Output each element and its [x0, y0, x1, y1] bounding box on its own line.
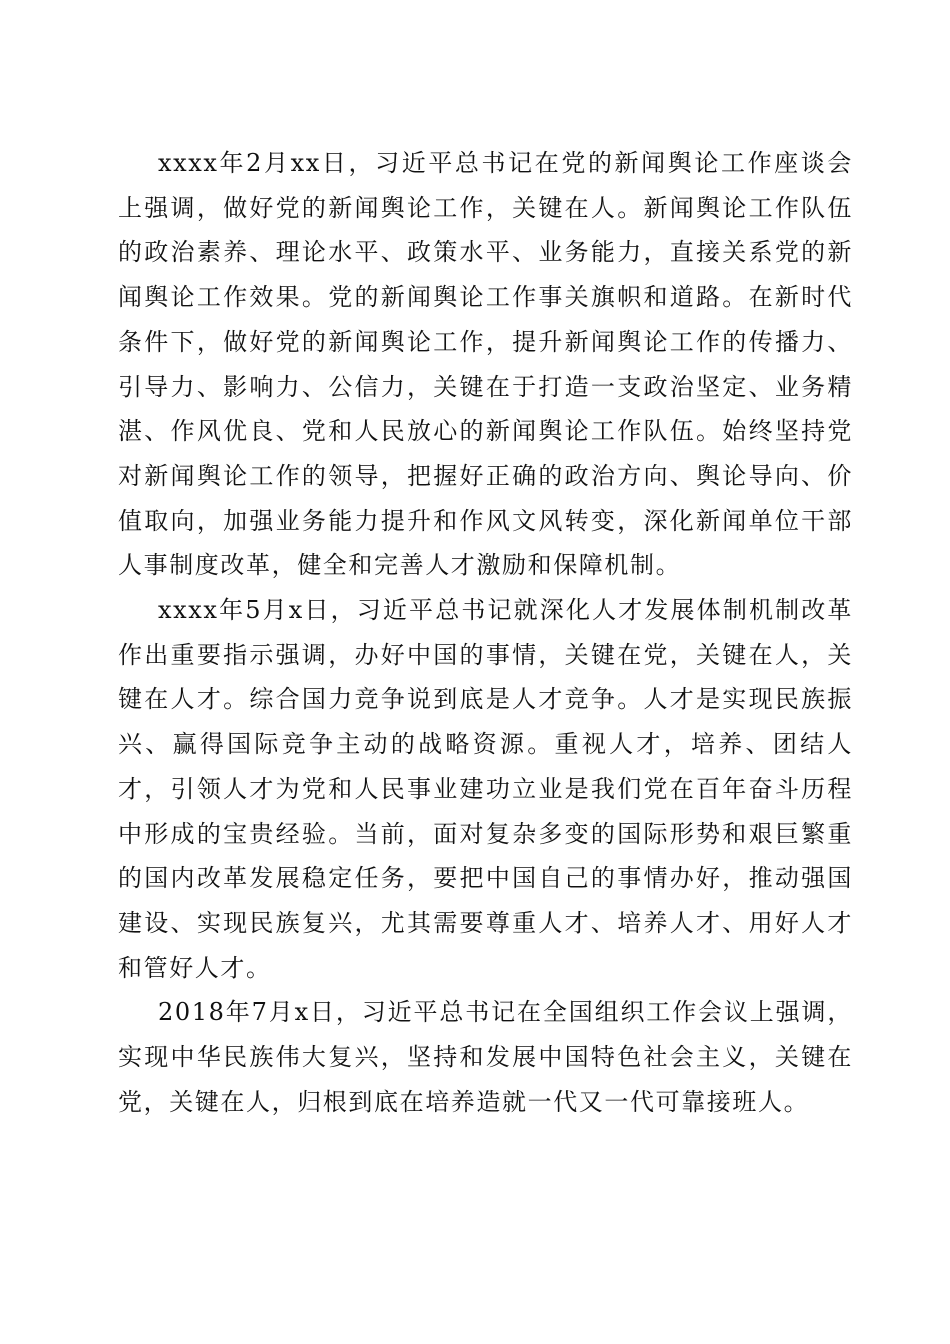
paragraph-1: xxxx年2月xx日，习近平总书记在党的新闻舆论工作座谈会上强调，做好党的新闻舆论工作，关键在人。新闻舆论工作队伍的政治素养、理论水平、政策水平、业务能力，直接关系党的新闻舆论工作效果。党的新闻舆论工作事关旗帜和道路。在新时代条件下，做好党的新闻舆论工作，提升新闻舆论工作的传播力、引导力、影响力、公信力，关键在于打造一支政治坚定、业务精湛、作风优良、党和人民放心的新闻舆论工作队伍。始终坚持党对新闻舆论工作的领导，把握好正确的政治方向、舆论导向、价值取向，加强业务能力提升和作风文风转变，深化新闻单位干部人事制度改革，健全和完善人才激励和保障机制。 — [118, 149, 853, 580]
document-body — [118, 141, 853, 1124]
paragraph-3: 2018年7月x日，习近平总书记在全国组织工作会议上强调，实现中华民族伟大复兴，坚持和发展中国特色社会主义，关键在党，关键在人，归根到底在培养造就一代又一代可靠接班人。 — [118, 998, 853, 1116]
paragraph-2: xxxx年5月x日，习近平总书记就深化人才发展体制机制改革作出重要指示强调，办好中国的事情，关键在党，关键在人，关键在人才。综合国力竞争说到底是人才竞争。人才是实现民族振兴、赢得国际竞争主动的战略资源。重视人才，培养、团结人才，引领人才为党和人民事业建功立业是我们党在百年奋斗历程中形成的宝贵经验。当前，面对复杂多变的国际形势和艰巨繁重的国内改革发展稳定任务，要把中国自己的事情办好，推动强国建设、实现民族复兴，尤其需要尊重人才、培养人才、用好人才和管好人才。 — [118, 596, 853, 982]
